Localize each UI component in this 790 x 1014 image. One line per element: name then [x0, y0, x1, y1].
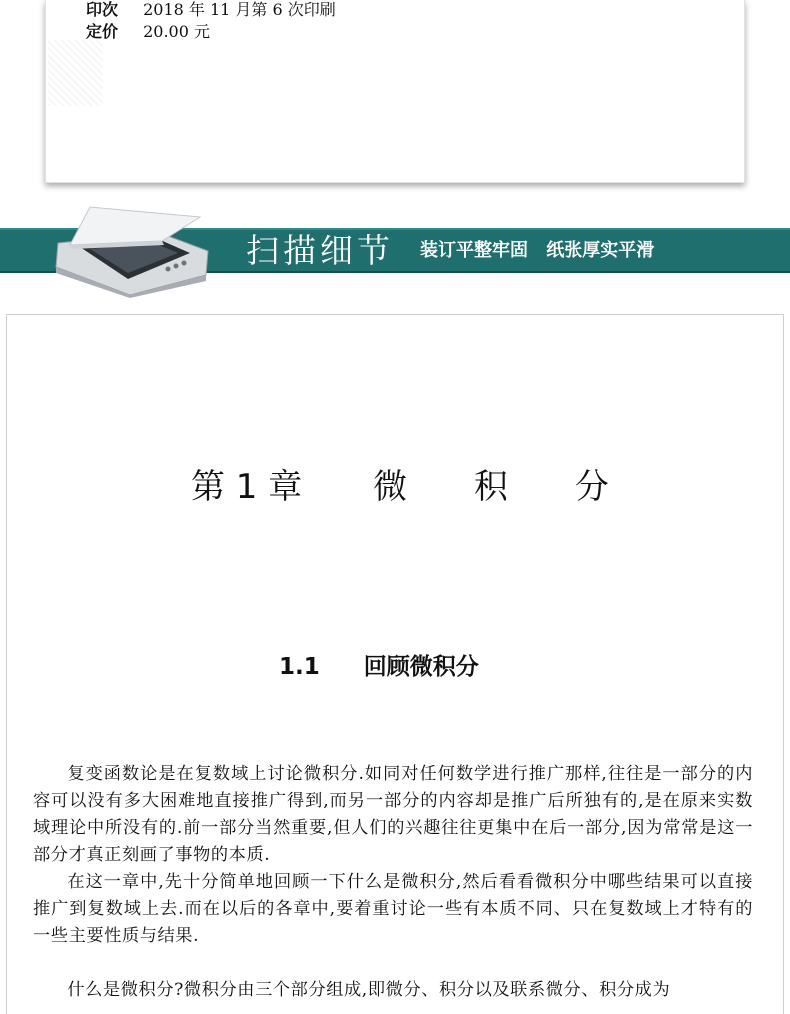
book-page-scan: [6, 314, 784, 1014]
chapter-char-2: 积: [473, 467, 508, 507]
scanner-icon: [50, 203, 215, 298]
paragraph-1: 复变函数论是在复数域上讨论微积分.如同对任何数学进行推广那样,往往是一部分的内容可以没有多大困难地直接推广得到,而另一部分的内容却是推广后所独有的,是在原来实数域理论中所没有的.前一部分当然重要,但人们的兴趣往往更集中在后一部分,因为常常是这一部分才真正刻画了事物的本质.: [33, 764, 753, 865]
section-heading: 回顾微积分: [363, 654, 479, 680]
paragraph-3: 什么是微积分?微积分由三个部分组成,即微分、积分以及联系微分、积分成为: [67, 980, 671, 1000]
price-value: 20.00 元: [143, 22, 210, 41]
paragraph-2: 在这一章中,先十分简单地回顾一下什么是微积分,然后看看微积分中哪些结果可以直接推广到复数域上去.而在以后的各章中,要着重讨论一些有本质不同、只在复数域上才特有的一些主要性质与结果.: [33, 872, 753, 946]
price-row: [86, 22, 210, 42]
price-label: 定价: [86, 22, 119, 41]
banner-subtitle-paper: 纸张厚实平滑: [546, 240, 655, 261]
section-title: [279, 652, 479, 682]
print-run-label: 印次: [86, 0, 119, 19]
paper-texture: [48, 40, 103, 106]
chapter-char-3: 分: [574, 467, 609, 507]
chapter-char-1: 微: [373, 467, 408, 507]
banner-subtitle: [420, 239, 666, 263]
chapter-number: 第 1 章: [191, 467, 303, 507]
section-number: 1.1: [279, 654, 320, 680]
banner-subtitle-binding: 装订平整牢固: [420, 240, 528, 261]
print-run-row: [86, 0, 336, 20]
print-run-value: 2018 年 11 月第 6 次印刷: [143, 0, 336, 19]
copyright-card: [45, 0, 745, 183]
chapter-title: [191, 467, 609, 507]
banner-title: 扫描细节: [246, 231, 394, 270]
